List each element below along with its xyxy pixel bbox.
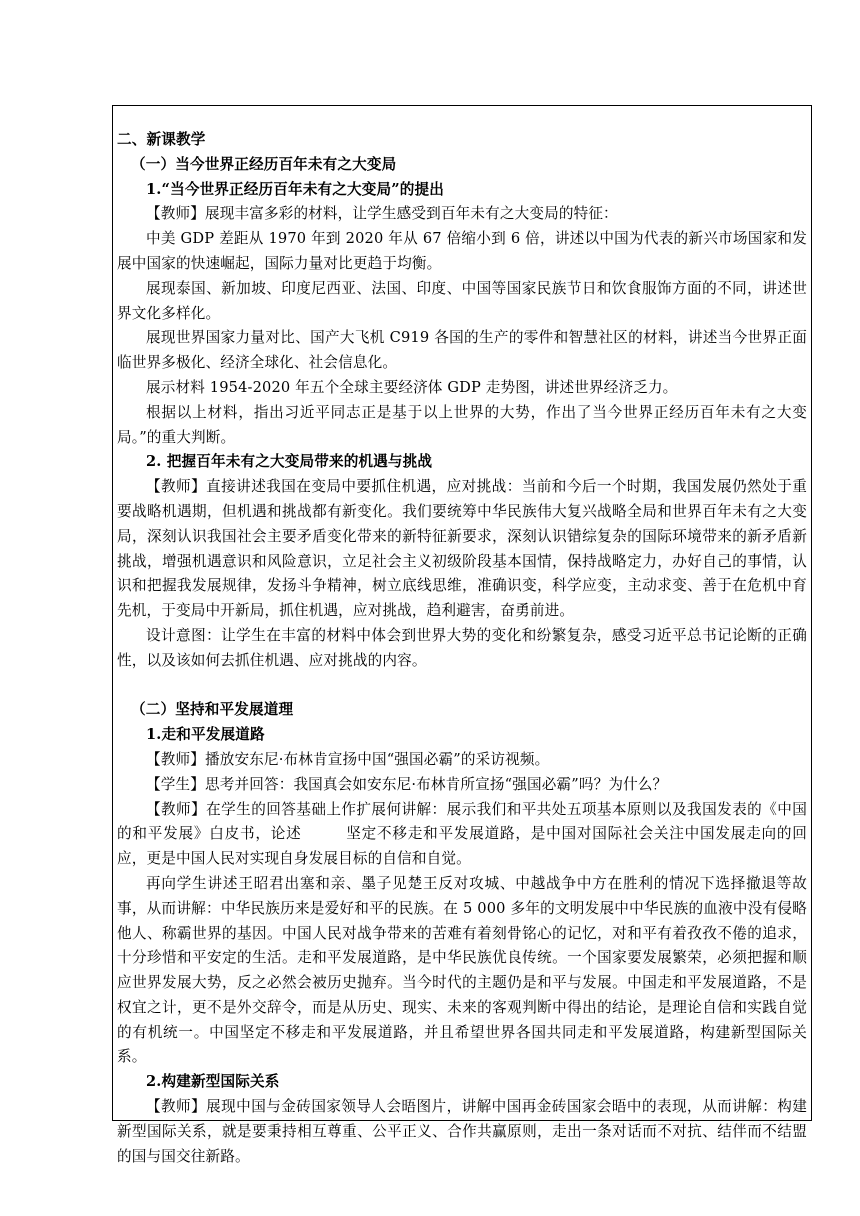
paragraph: 展现泰国、新加坡、印度尼西亚、法国、印度、中国等国家民族节日和饮食服饰方面的不同，讲述世界文化多样化。 — [117, 279, 807, 322]
paragraph: 展示材料 1954-2020 年五个全球主要经济体 GDP 走势图，讲述世界经济乏力。 — [146, 378, 678, 396]
spacer — [117, 674, 807, 699]
part2-sub2-title: 2.构建新型国际关系 — [146, 1073, 280, 1091]
paragraph: 设计意图：让学生在丰富的材料中体会到世界大势的变化和纷繁复杂，感受习近平总书记论断的正确性，以及该如何去抓住机遇、应对挑战的内容。 — [117, 626, 807, 669]
paragraph: 【教师】播放安东尼·布林肯宣扬中国“强国必霸”的采访视频。 — [146, 750, 550, 768]
paragraph: 中美 GDP 差距从 1970 年到 2020 年从 67 倍缩小到 6 倍，讲述以中国为代表的新兴市场国家和发展中国家的快速崛起，国际力量对比更趋于均衡。 — [117, 230, 807, 272]
lesson-content — [117, 128, 807, 1169]
paragraph: 根据以上材料，指出习近平同志正是基于以上世界的大势，作出了当今世界正经历百年未有之大变局。”的重大判断。 — [117, 403, 807, 446]
paragraph: 【教师】直接讲述我国在变局中要抓住机遇，应对挑战：当前和今后一个时期，我国发展仍然处于重要战略机遇期，但机遇和挑战都有新变化。我们要统筹中华民族伟大复兴战略全局和世界百年未有之大变局，深刻认识我国社会主要矛盾变化带来的新特征新要求，深刻认识错综复杂的国际环境带来的新矛盾新挑战，增强机遇意识和风险意识，立足社会主义初级阶段基本国情，保持战略定力，办好自己的事情，认识和把握我发展规律，发扬斗争精神，树立底线思维，准确识变，科学应变，主动求变、善于在危机中育先机，于变局中开新局，抓住机遇，应对挑战，趋利避害，奋勇前进。 — [117, 478, 807, 620]
paragraph: 【教师】展现丰富多彩的材料，让学生感受到百年未有之大变局的特征： — [146, 205, 618, 223]
paragraph — [117, 798, 807, 872]
paragraph: 【学生】思考并回答：我国真会如安东尼·布林肯所宣扬“强国必霸”吗？为什么？ — [146, 775, 668, 793]
paragraph: 【教师】展现中国与金砖国家领导人会晤图片，讲解中国再金砖国家会晤中的表现，从而讲解：构建新型国际关系，就是要秉持相互尊重、公平正义、合作共赢原则，走出一条对话而不对抗、结伴而不结盟的国与国交往新路。 — [117, 1098, 807, 1165]
part2-title: （二）坚持和平发展道理 — [131, 701, 294, 719]
paragraph-part: 【教师】在学生的回答基础上作扩展何讲解：展示我们和平共处五项基本原则以及我国发表的《中国的和平发展》白皮书，论述 — [117, 800, 807, 843]
paragraph-part: 坚定不移走和平发展道路，是中国对国际社会关注中国发展走向的回应，更是中国人民对实现自身发展目标的自信和自觉。 — [117, 825, 807, 868]
part2-sub1-title: 1.走和平发展道路 — [146, 726, 265, 744]
part1-sub1-title: 1.“当今世界正经历百年未有之大变局”的提出 — [146, 180, 445, 198]
lesson-table-cell — [112, 105, 812, 1165]
section-heading: 二、新课教学 — [117, 131, 206, 148]
paragraph: 展现世界国家力量对比、国产大飞机 C919 各国的生产的零件和智慧社区的材料，讲述当今世界正面临世界多极化、经济全球化、社会信息化。 — [117, 329, 807, 372]
paragraph: 再向学生讲述王昭君出塞和亲、墨子见楚王反对攻城、中越战争中方在胜利的情况下选择撤退等故事，从而讲解：中华民族历来是爱好和平的民族。在 5 000 多年的文明发展中中华民族的血液中没有侵略他人、称霸世界的基因。中国人民对战争带来的苦难有着刻骨铭心的记忆，对和平有着孜孜不倦的追求，十分珍惜和平安定的生活。走和平发展道路，是中华民族优良传统。一个国家要发展繁荣，必须把握和顺应世界发展大势，反之必然会被历史抛弃。当今时代的主题仍是和平与发展。中国走和平发展道路，不是权宜之计，更不是外交辞令，而是从历史、现实、未来的客观判断中得出的结论，是理论自信和实践自觉的有机统一。中国坚定不移走和平发展道路，并且希望世界各国共同走和平发展道路，构建新型国际关系。 — [117, 874, 807, 1066]
part1-title: （一）当今世界正经历百年未有之大变局 — [131, 155, 397, 173]
part1-sub2-title: 2. 把握百年未有之大变局带来的机遇与挑战 — [146, 453, 433, 471]
